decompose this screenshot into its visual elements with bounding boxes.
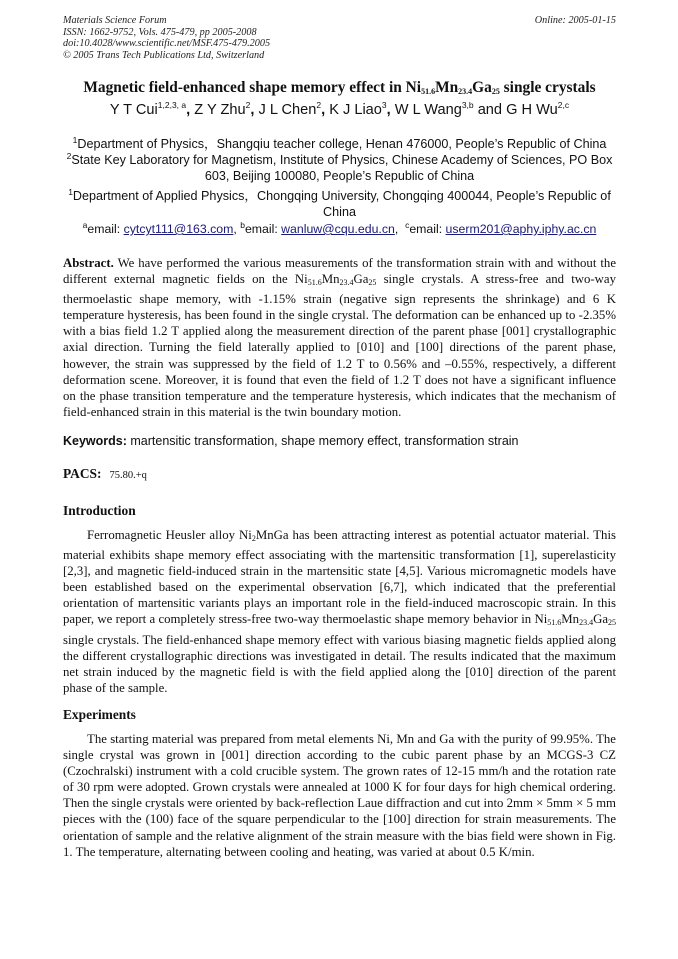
copyright-line: © 2005 Trans Tech Publications Ltd, Switzerland bbox=[63, 49, 265, 61]
introduction-heading: Introduction bbox=[63, 503, 136, 518]
introduction-paragraph: Ferromagnetic Heusler alloy $Ni_2MnGa$ has been attracting interest as potential actuator material. This material exhibits shape memory effect associating with the martensitic transformation [1], superelasticity [2,3], and magnetic field-induced strain in the martensitic state [4,5]. Various micromagnetic models have been established based on the experimental observation [6,7], which indicated that the preferential orientation of martensitic variants plays an important role in the field-induced macroscopic strain. In this paper, we report a completely stress-free two-way thermoelastic shape memory behavior in $Ni_{51.6}Mn_{23.4}Ga_{25}$ single crystals. The field-enhanced shape memory effect with various biasing magnetic fields applied along the different crystallographic directions was investigated in detail. The results indicated that the maximum net strain induced by the magnetic field is with the field applied along the [010] direction of the parent phase of the sample. bbox=[63, 528, 616, 695]
issn-line: ISSN: 1662-9752, Vols. 475-479, pp 2005-2008 bbox=[63, 26, 257, 38]
experiments-heading: Experiments bbox=[63, 707, 136, 722]
author: K J Liao bbox=[329, 101, 382, 118]
experiments-paragraph: The starting material was prepared from metal elements Ni, Mn and Ga with the purity of 99.95%. The single crystal was grown in [001] direction according to the cubic parent phase by an MCGS-3 CZ (Czochralski) instrument with a cold crucible system. The grown rates of 12-15 mm/h and the rotation rate of 30 rpm were adopted. Grown crystals were annealed at 1000 K for four days for high chemical ordering. Then the single crystals were oriented by back-reflection Laue diffraction and cut into 2mm × 5mm × 5 mm pieces with the (100) face of the square perpendicular to the [100] direction for strain measurements. The orientation of sample and the relative alignment of the strain measure with the bias field were shown in Fig. 1. The temperature, alternating between cooling and heating, was varied at about 0.5 K/min. bbox=[63, 732, 616, 859]
email-link-a[interactable]: cytcyt111@163.com bbox=[123, 222, 234, 237]
author: G H Wu bbox=[506, 101, 558, 118]
abstract: Abstract. We have performed the various measurements of the transformation strain with and without the different external magnetic fields on the $Ni_{51.6}Mn_{23.4}Ga_{25}$ single crystals. A stress-free and two-way thermoelastic shape memory, with -1.15% strain (negative sign represents the shrinkage) and 6 K temperature hysteresis, has been found in the single crystal. The deformation can be enhanced up to -2.35% with a bias field 1.2 T applied along the measurement direction of the parent phase [001] crystallographic axial direction. Turning the field laterally applied to [010] and [100] directions of the parent phase, however, the strain was suppressed by the field of 1.2 T to 0.56% and –0.55%, respectively, a different deformation scene. Moreover, it is found that even the field of 1.2 T does not have a significant influence on the phase transition temperature and the temperature hysteresis, which indicates that the mechanism of field-enhanced strain in this material is the twin boundary motion. bbox=[63, 256, 616, 419]
journal-name: Materials Science Forum bbox=[63, 15, 167, 26]
doi-line: doi:10.4028/www.scientific.net/MSF.475-479.2005 bbox=[63, 38, 271, 50]
affiliation-1: $^1$Department of Physics，Shangqiu teacher college, Henan 476000, People’s Republic of China bbox=[72, 135, 607, 152]
abstract-label: Abstract. bbox=[63, 256, 114, 270]
author: W L Wang bbox=[394, 101, 462, 118]
email-link-c[interactable]: userm201@aphy.iphy.ac.cn bbox=[445, 222, 597, 237]
author-list: Y T Cui$^{1,2,3, a}$, Z Y Zhu$^2$, J L Chen$^2$, K J Liao$^3$, W L Wang$^{3,b}$ and G H Wu$^{2,c}$ bbox=[109, 100, 570, 118]
email-link-b[interactable]: wanluw@cqu.edu.cn bbox=[281, 222, 395, 237]
online-date: Online: 2005-01-15 bbox=[534, 15, 616, 26]
pacs: PACS: 75.80.+q bbox=[63, 466, 147, 481]
keywords: Keywords: martensitic transformation, shape memory effect, transformation strain bbox=[63, 434, 519, 448]
author: Z Y Zhu bbox=[194, 101, 246, 118]
author: Y T Cui bbox=[109, 101, 158, 118]
author: J L Chen bbox=[258, 101, 317, 118]
journal-header bbox=[63, 15, 616, 61]
email-line: $^a$email: cytcyt111@163.com, $^b$email: wanluw@cqu.edu.cn, $^c$email: userm201@aphy.iphy.ac.cn bbox=[82, 220, 597, 237]
affiliation-2: $^2$State Key Laboratory for Magnetism, Institute of Physics, Chinese Academy of Sciences, PO Box 603, Beijing 100080, People’s Republic of China bbox=[66, 151, 613, 184]
affiliation-3: $^1$Department of Applied Physics，Chongqing University, Chongqing 400044, People’s Republic of China bbox=[68, 187, 611, 220]
paper-title: Magnetic field-enhanced shape memory effect in $Ni_{51.6}Mn_{23.4}Ga_{25}$ single crystals bbox=[83, 79, 596, 96]
